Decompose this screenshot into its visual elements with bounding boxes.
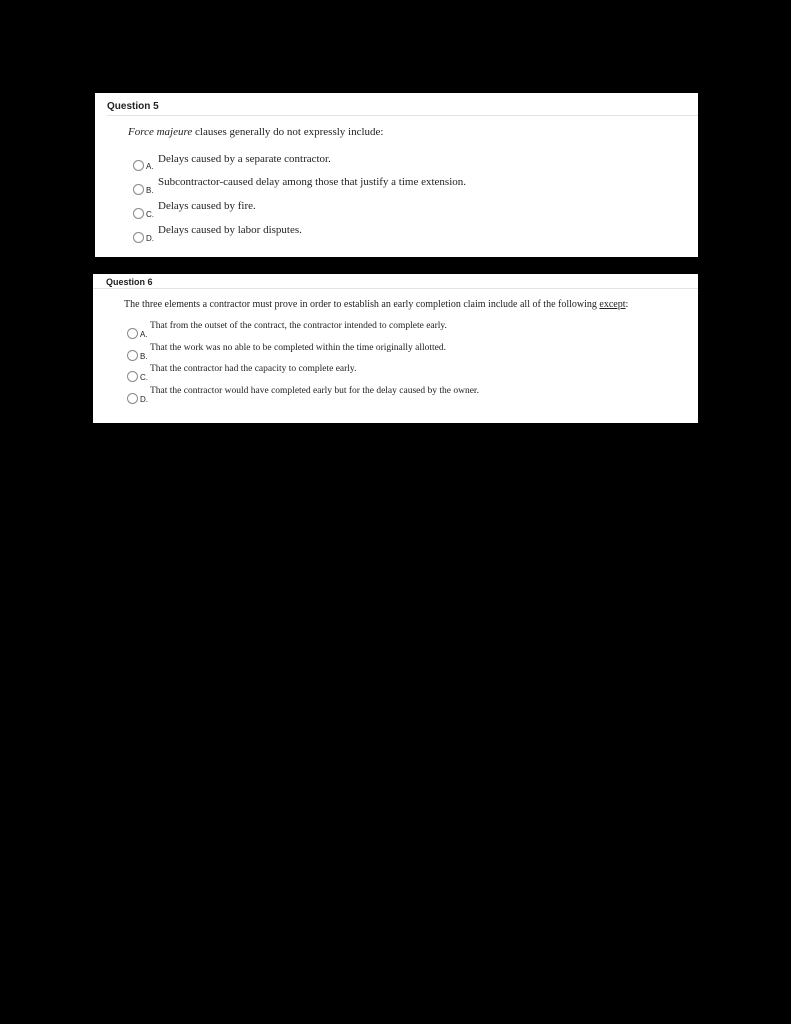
option-letter: B. bbox=[146, 186, 154, 195]
option-letter: D. bbox=[146, 234, 154, 243]
option-text: That the contractor had the capacity to complete early. bbox=[150, 364, 357, 374]
option-text: That the work was no able to be completed within the time originally allotted. bbox=[150, 343, 447, 353]
question-6-prompt-main: The three elements a contractor must prove in order to establish an early completion claim include all of the following bbox=[124, 299, 600, 310]
radio-button-d[interactable] bbox=[133, 232, 144, 243]
question-6-prompt-underlined: except bbox=[599, 299, 626, 310]
option-letter: C. bbox=[140, 373, 148, 382]
option-letter: C. bbox=[146, 210, 154, 219]
radio-button-d[interactable] bbox=[127, 393, 138, 404]
radio-button-c[interactable] bbox=[127, 371, 138, 382]
radio-button-a[interactable] bbox=[127, 328, 138, 339]
question-6-panel bbox=[93, 274, 698, 423]
question-5-prompt bbox=[128, 126, 383, 138]
radio-button-b[interactable] bbox=[127, 350, 138, 361]
question-6-prompt-end: : bbox=[625, 299, 629, 310]
option-letter: D. bbox=[140, 395, 148, 404]
question-6-header: Question 6 bbox=[106, 277, 153, 287]
question-5-prompt-rest: clauses generally do not expressly include: bbox=[192, 126, 384, 138]
question-5-divider bbox=[107, 115, 698, 116]
option-letter: A. bbox=[140, 330, 148, 339]
radio-button-b[interactable] bbox=[133, 184, 144, 195]
option-letter: B. bbox=[140, 352, 148, 361]
option-text: Subcontractor-caused delay among those that justify a time extension. bbox=[158, 176, 466, 188]
option-text: That the contractor would have completed early but for the delay caused by the owner. bbox=[150, 386, 479, 396]
question-6-divider bbox=[93, 288, 698, 289]
option-text: Delays caused by a separate contractor. bbox=[158, 153, 331, 165]
radio-button-a[interactable] bbox=[133, 160, 144, 171]
question-5-header: Question 5 bbox=[107, 101, 159, 112]
question-5-prompt-italic: Force majeure bbox=[128, 126, 193, 138]
option-text: Delays caused by labor disputes. bbox=[158, 224, 302, 236]
radio-button-c[interactable] bbox=[133, 208, 144, 219]
option-letter: A. bbox=[146, 162, 154, 171]
option-text: Delays caused by fire. bbox=[158, 200, 256, 212]
question-5-panel bbox=[95, 93, 698, 257]
question-6-prompt bbox=[124, 299, 628, 310]
option-text: That from the outset of the contract, the contractor intended to complete early. bbox=[150, 321, 447, 331]
